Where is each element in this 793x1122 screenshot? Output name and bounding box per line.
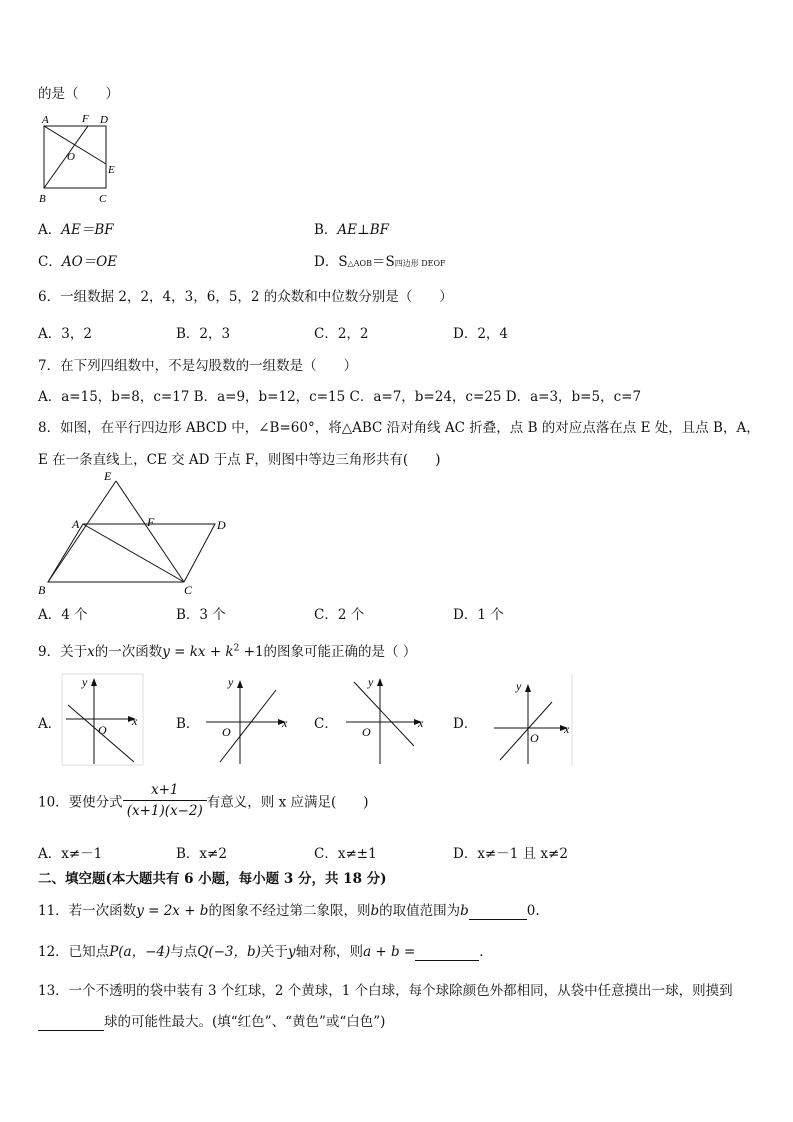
q9d-y-label: y [516,679,522,693]
q13-answer-blank[interactable] [38,1014,104,1031]
q8-option-c[interactable]: C．2 个 [314,607,365,623]
q7-stem: 7．在下列四组数中，不是勾股数的一组数是（ ） [38,358,358,374]
fig5-label-b: B [39,193,46,205]
q6-stem: 6．一组数据 2，2，4，3，6，5，2 的众数和中位数分别是（ ） [38,289,453,305]
q5-option-a-letter: A． [38,222,62,238]
q6-option-d[interactable]: D．2，4 [453,326,509,342]
q12-y: y [287,944,296,960]
q10-option-c[interactable]: C．x≠±1 [314,846,377,862]
q10-stem [38,782,369,819]
q5-option-d-sub1: △AOB [347,259,372,268]
q12-mid: 与点 [170,944,198,960]
q11-b2: b [460,903,469,919]
q9b-origin-label: O [222,725,231,739]
q10-option-a[interactable]: A．x≠－1 [38,846,103,862]
q5-stem-tail: 的是（ ） [38,86,119,102]
q9b-y-label: y [228,675,234,689]
q12-expr: a + b = [363,944,416,960]
q8-option-d[interactable]: D．1 个 [453,607,504,623]
q11-b1: b [370,903,380,919]
q5-option-d-eq: ＝S [371,254,395,270]
q5-option-a-text: AE＝BF [61,222,114,238]
fig8-label-a: A [72,517,80,531]
q9-graph-d[interactable] [490,672,580,768]
q8-option-a[interactable]: A．4 个 [38,607,88,623]
q12-mid3: 轴对称，则 [295,944,364,960]
q9b-x-label: x [282,716,288,730]
q9-stem-mid: 的一次函数 [94,644,163,660]
q9-option-d[interactable]: D． [453,716,478,732]
q11-pre: 11．若一次函数 [38,903,137,919]
q10-stem-post: 有意义，则 x 应满足( ) [206,794,369,811]
q13-line1: 13．一个不透明的袋中装有 3 个红球，2 个黄球，1 个白球，每个球除颜色外都相同，从袋中任意摸出一球，则摸到 [38,983,733,999]
q9c-x-label: x [418,716,424,730]
q5-option-d-sub2: 四边形 DEOF [394,259,446,268]
q11-post: 0. [526,903,540,919]
q9-stem-formula: y = kx + k [162,644,234,660]
q10-fraction [123,782,207,819]
q5-option-b-text: AE⊥BF [337,222,390,238]
q12-point-q: Q(−3，b) [197,944,261,960]
q9-stem-pre: 9．关于 [38,644,88,660]
q10-stem-pre: 10．要使分式 [38,794,123,811]
q8-option-b[interactable]: B．3 个 [176,607,226,623]
q10-option-b[interactable]: B．x≠2 [176,846,227,862]
q12-post: . [479,944,484,960]
q7-options[interactable]: A．a=15，b=8，c=17 B．a=9，b=12，c=15 C．a=7，b=24，c=25 D．a=3，b=5，c=7 [38,389,642,405]
q11-stem [38,899,540,920]
q6-option-c[interactable]: C．2，2 [314,326,369,342]
fig5-label-c: C [99,193,107,205]
q12-stem [38,940,484,961]
fig5-label-a: A [42,114,49,126]
q11-mid2: 的取值范围为 [379,903,461,919]
q11-mid: 的图象不经过第二象限，则 [208,903,371,919]
q6-option-a[interactable]: A．3，2 [38,326,92,342]
q5-square-figure [36,108,126,208]
q9-graph-a[interactable] [60,672,145,767]
q12-mid2: 关于 [260,944,288,960]
q5-option-c-letter: C． [38,254,62,270]
q12-pre: 12．已知点 [38,944,110,960]
q9-stem-formula2: +1 [239,644,264,660]
q9-option-b[interactable]: B． [176,716,200,732]
q5-option-c-text: AO＝OE [61,254,118,270]
q5-option-d-s1: S [338,254,348,270]
q11-answer-blank[interactable] [469,903,527,920]
q9c-y-label: y [368,675,374,689]
q9-graph-b[interactable] [202,672,294,767]
q11-formula: y = 2x + b [136,903,209,919]
section2-title: 二、填空题(本大题共有 6 小题，每小题 3 分，共 18 分) [38,871,387,887]
fig5-label-f: F [82,113,89,125]
q9-stem-sup: 2 [233,643,240,654]
fig5-label-d: D [100,114,108,126]
q12-answer-blank[interactable] [415,944,479,961]
q9a-y-label: y [82,675,88,689]
fig8-label-c: C [184,583,193,597]
q5-option-d[interactable] [314,250,446,270]
fig8-label-b: B [38,583,46,597]
q13-line2-post: 球的可能性最大。(填“红色”、“黄色”或“白色”) [104,1014,386,1030]
q9-option-a[interactable]: A． [38,716,62,732]
q9-option-c[interactable]: C． [314,716,338,732]
q9-graph-c[interactable] [342,672,432,767]
q9c-origin-label: O [362,725,371,739]
fig8-label-e: E [104,469,112,483]
q8-stem-line1: 8．如图，在平行四边形 ABCD 中，∠B=60°，将△ABC 沿对角线 AC 折叠，点 B 的对应点落在点 E 处，且点 B，A， [38,420,760,436]
q8-parallelogram-figure [34,468,234,600]
q9-stem-post: 的图象可能正确的是（ ） [263,644,417,660]
q5-option-a[interactable] [38,218,114,238]
q13-line2 [38,1010,385,1031]
q8-stem-line2: E 在一条直线上，CE 交 AD 于点 F，则图中等边三角形共有( ) [38,452,441,468]
fig5-label-e: E [108,164,115,176]
q5-option-b[interactable] [314,218,389,238]
fig8-label-d: D [217,518,226,532]
q12-point-p: P(a，−4) [109,944,171,960]
fig5-label-o: O [67,151,75,163]
q9d-x-label: x [564,722,570,736]
q10-option-d[interactable]: D．x≠－1 且 x≠2 [453,846,568,862]
q10-numerator: x+1 [123,782,207,801]
q5-option-b-letter: B． [314,222,338,238]
q9d-origin-label: O [530,731,539,745]
q9a-x-label: x [132,714,138,728]
q9a-origin-label: O [98,723,107,737]
q5-option-c[interactable] [38,250,117,270]
fig8-label-f: F [147,515,155,529]
q9-stem [38,640,416,660]
q6-option-b[interactable]: B．2，3 [176,326,231,342]
q10-denominator: (x+1)(x−2) [126,803,203,819]
q9-stem-x: x [87,644,95,660]
q5-option-d-letter: D． [314,254,339,270]
